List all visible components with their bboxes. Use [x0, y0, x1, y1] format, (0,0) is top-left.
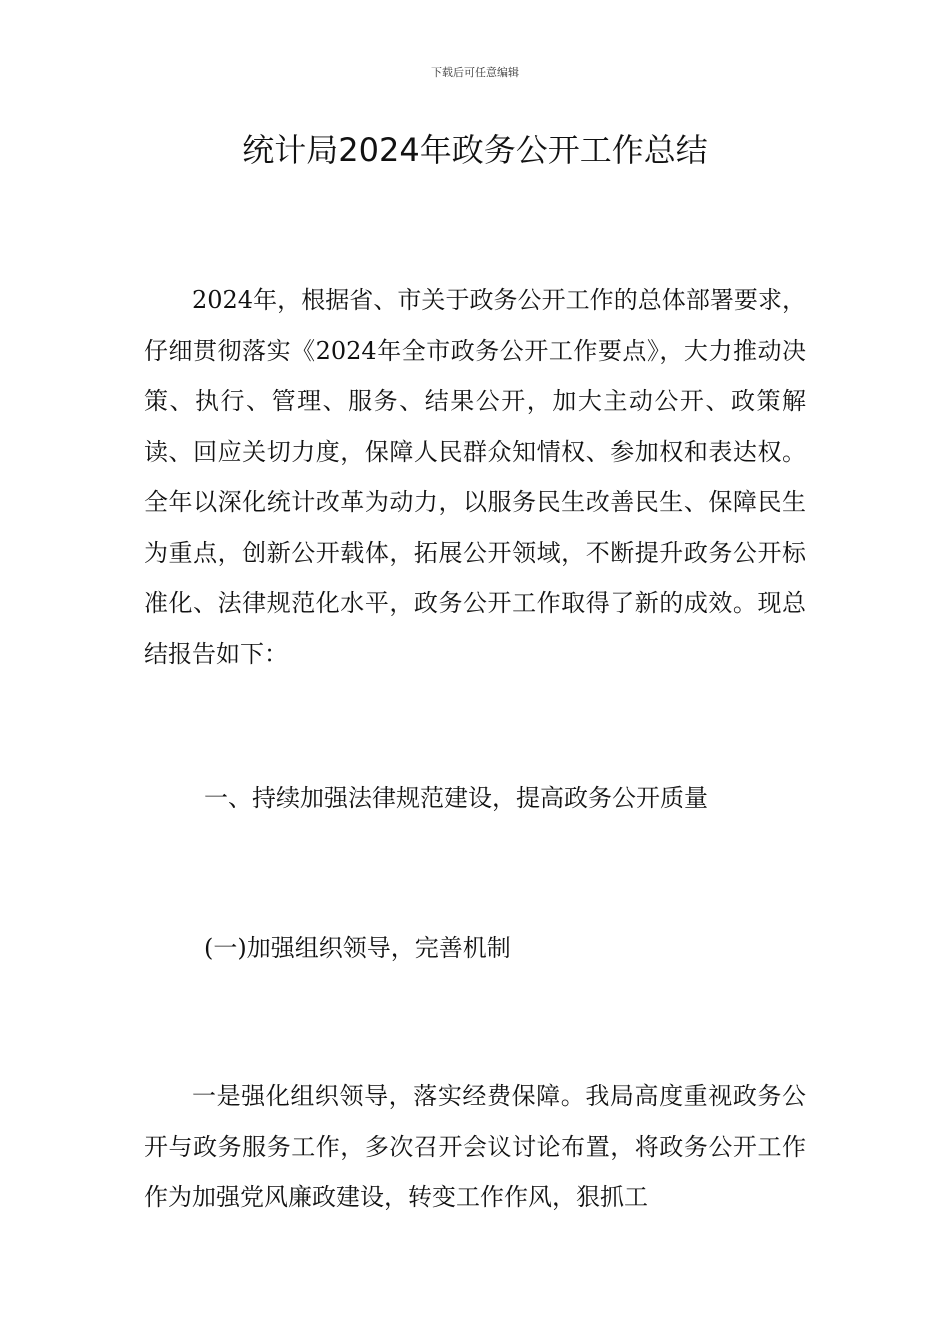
point-paragraph-1: 一是强化组织领导，落实经费保障。我局高度重视政务公开与政务服务工作，多次召开会议讨论布置，将政务公开工作作为加强党风廉政建设，转变工作作风，狠抓工 [144, 1082, 806, 1211]
section-heading-1: 一、持续加强法律规范建设，提高政务公开质量 [204, 784, 708, 812]
subsection-heading-1: (一)加强组织领导，完善机制 [204, 934, 511, 962]
header-note: 下载后可任意编辑 [431, 66, 519, 79]
document-title: 统计局2024年政务公开工作总结 [242, 131, 708, 169]
intro-paragraph: 2024年，根据省、市关于政务公开工作的总体部署要求，仔细贯彻落实《2024年全市政务公开工作要点》，大力推动决策、执行、管理、服务、结果公开，加大主动公开、政策解读、回应关切力度，保障人民群众知情权、参加权和表达权。全年以深化统计改革为动力，以服务民生改善民生、保障民生为重点，创新公开载体，拓展公开领域，不断提升政务公开标准化、法律规范化水平，政务公开工作取得了新的成效。现总结报告如下： [144, 286, 806, 668]
